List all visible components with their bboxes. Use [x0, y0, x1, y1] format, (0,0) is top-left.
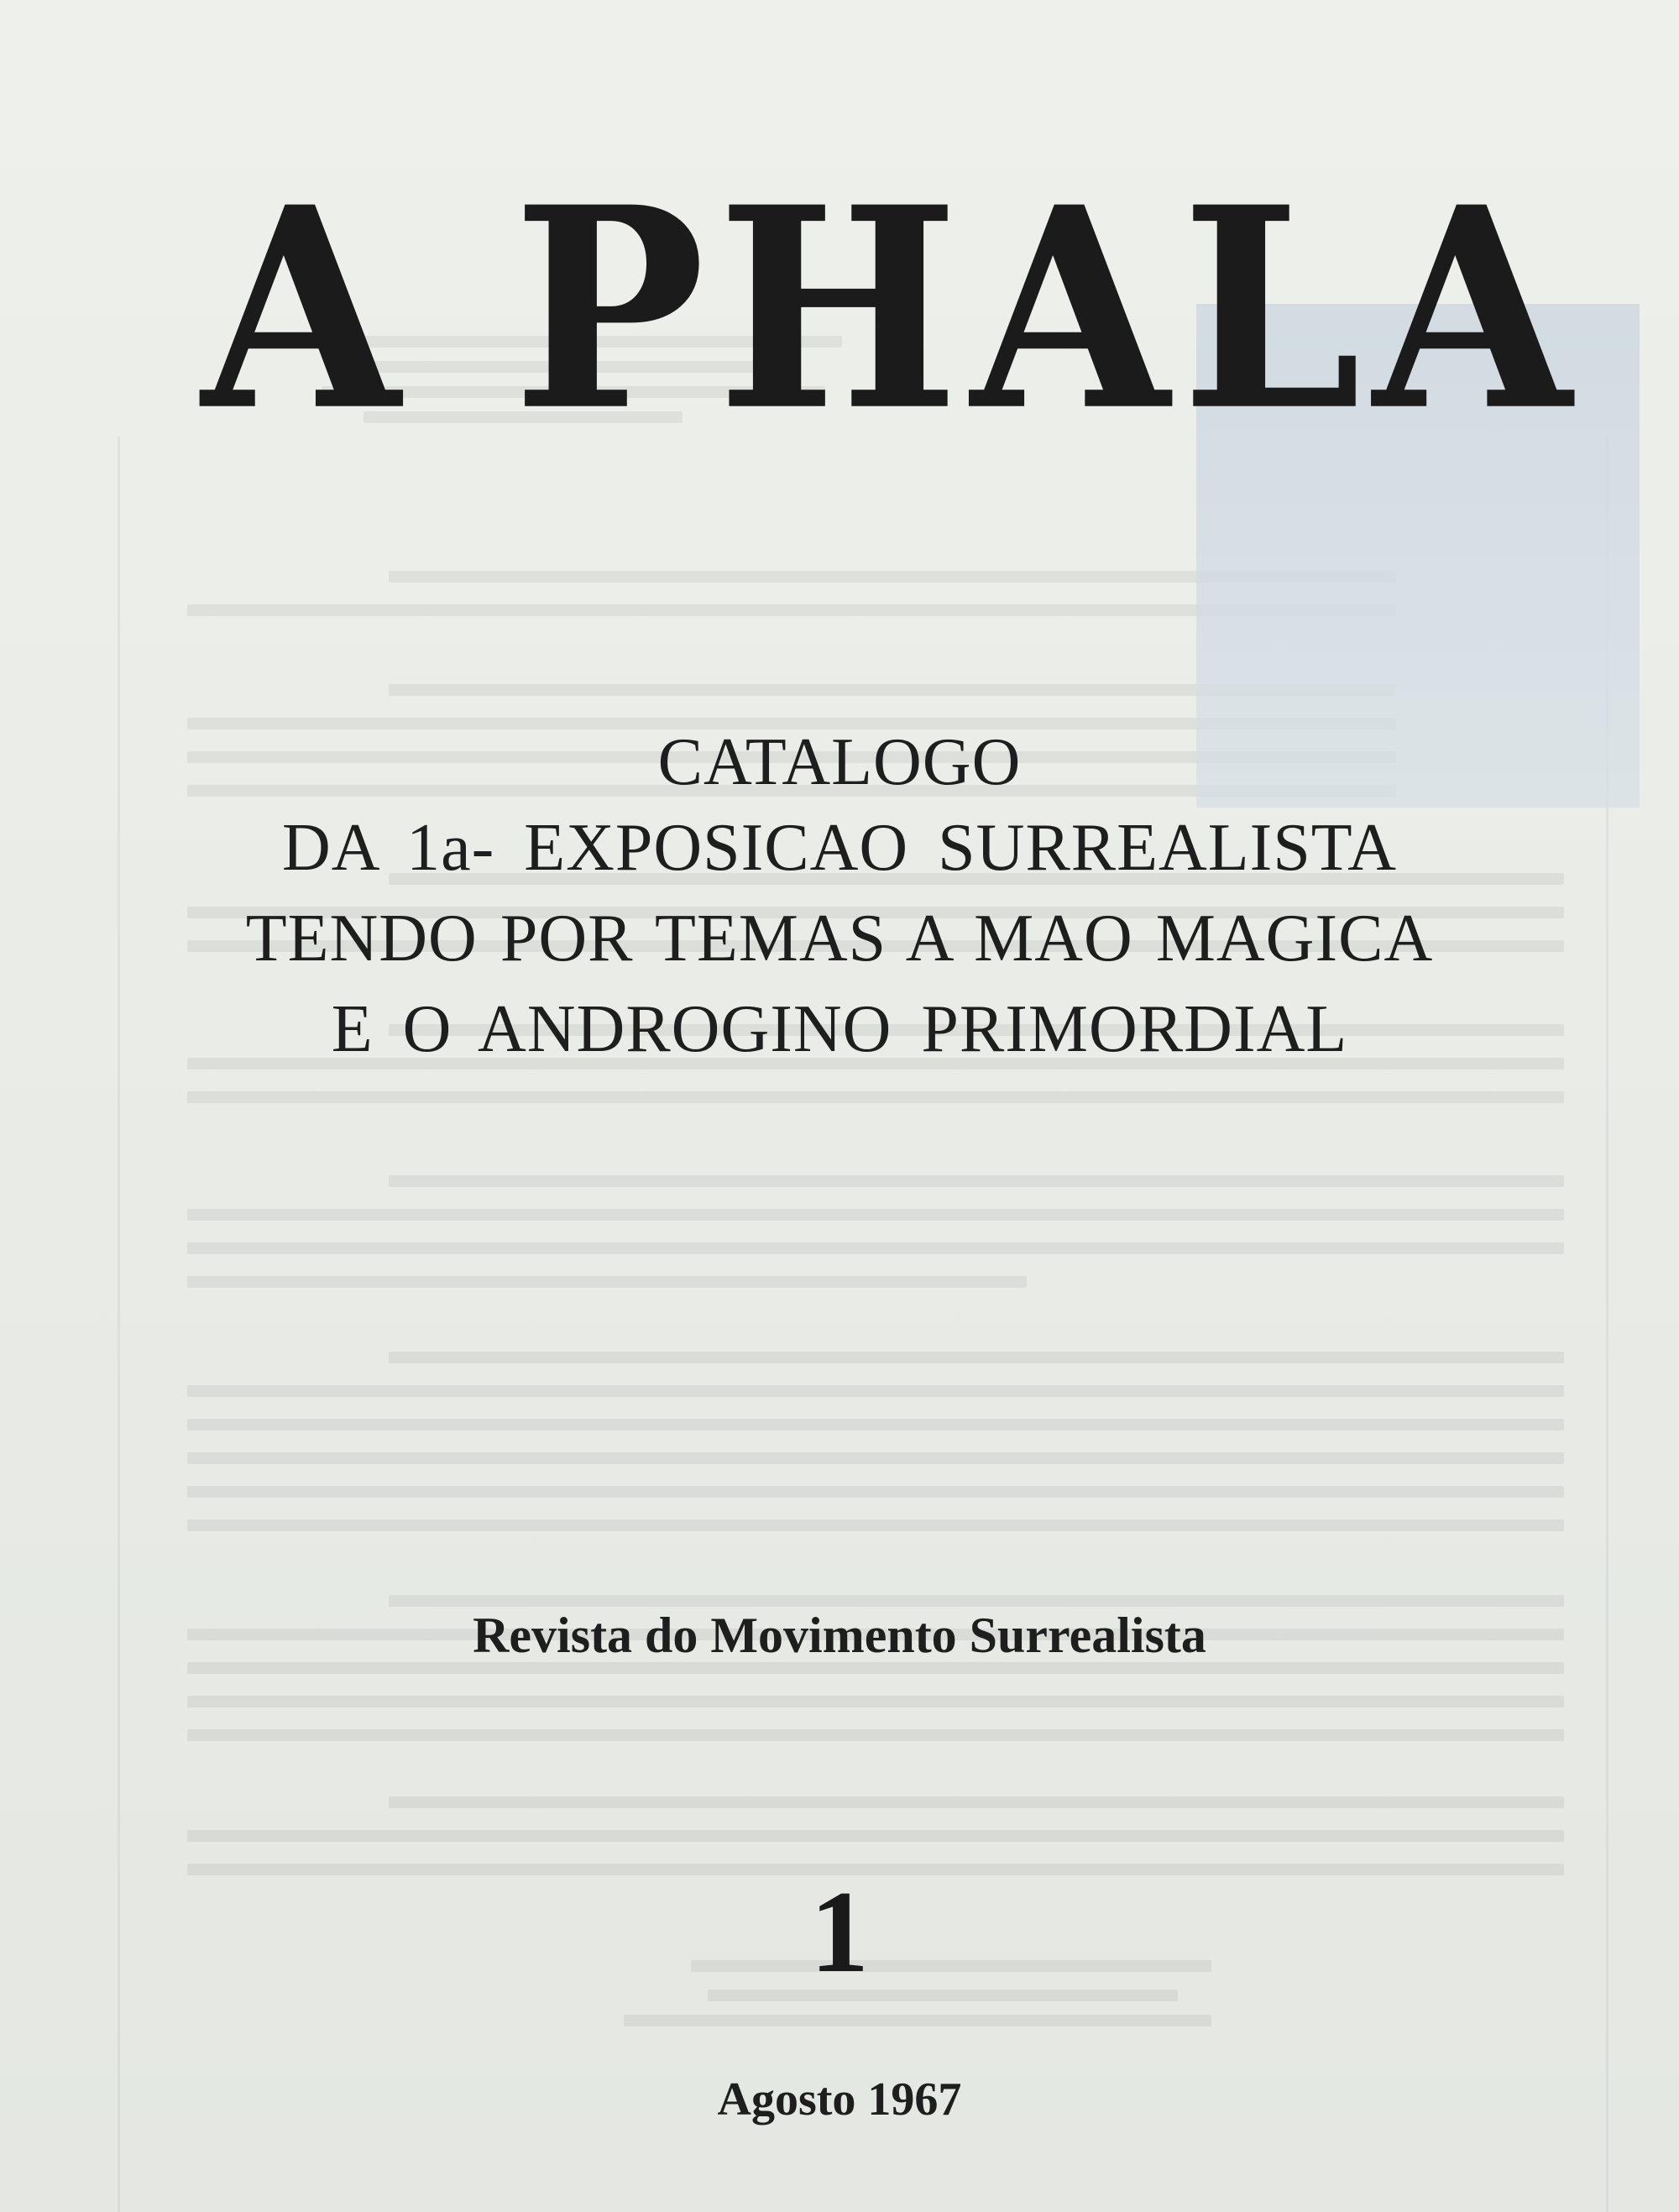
- ghost-text-line: [187, 1209, 1564, 1221]
- ghost-text-line: [187, 1729, 1564, 1741]
- catalogue-line-4: E O ANDROGINO PRIMORDIAL: [331, 992, 1348, 1066]
- ghost-text-line: [624, 2015, 1211, 2026]
- ghost-text-line: [389, 1175, 1564, 1187]
- catalogue-line-2: DA 1a- EXPOSICAO SURREALISTA: [281, 811, 1398, 885]
- ghost-text-line: [187, 1419, 1564, 1430]
- issue-number: 1: [810, 1867, 869, 1997]
- ghost-text-line: [187, 1696, 1564, 1707]
- catalogue-line-3: TENDO POR TEMAS A MAO MAGICA: [245, 902, 1434, 975]
- ghost-text-line: [187, 1385, 1564, 1397]
- masthead-title: A PHALA: [201, 146, 1584, 472]
- ghost-text-line: [389, 1796, 1564, 1808]
- ghost-text-line: [187, 1091, 1564, 1103]
- catalogue-line-1: CATALOGO: [657, 725, 1022, 799]
- ghost-text-line: [187, 1242, 1564, 1254]
- publication-date: Agosto 1967: [717, 2073, 962, 2126]
- ghost-text-line: [187, 1486, 1564, 1498]
- ghost-text-line: [187, 1452, 1564, 1464]
- ghost-text-line: [389, 1352, 1564, 1363]
- ghost-text-line: [187, 1830, 1564, 1842]
- publication-subtitle: Revista do Movimento Surrealista: [473, 1608, 1206, 1663]
- ghost-text-line: [187, 1519, 1564, 1531]
- ghost-text-line: [187, 1276, 1027, 1288]
